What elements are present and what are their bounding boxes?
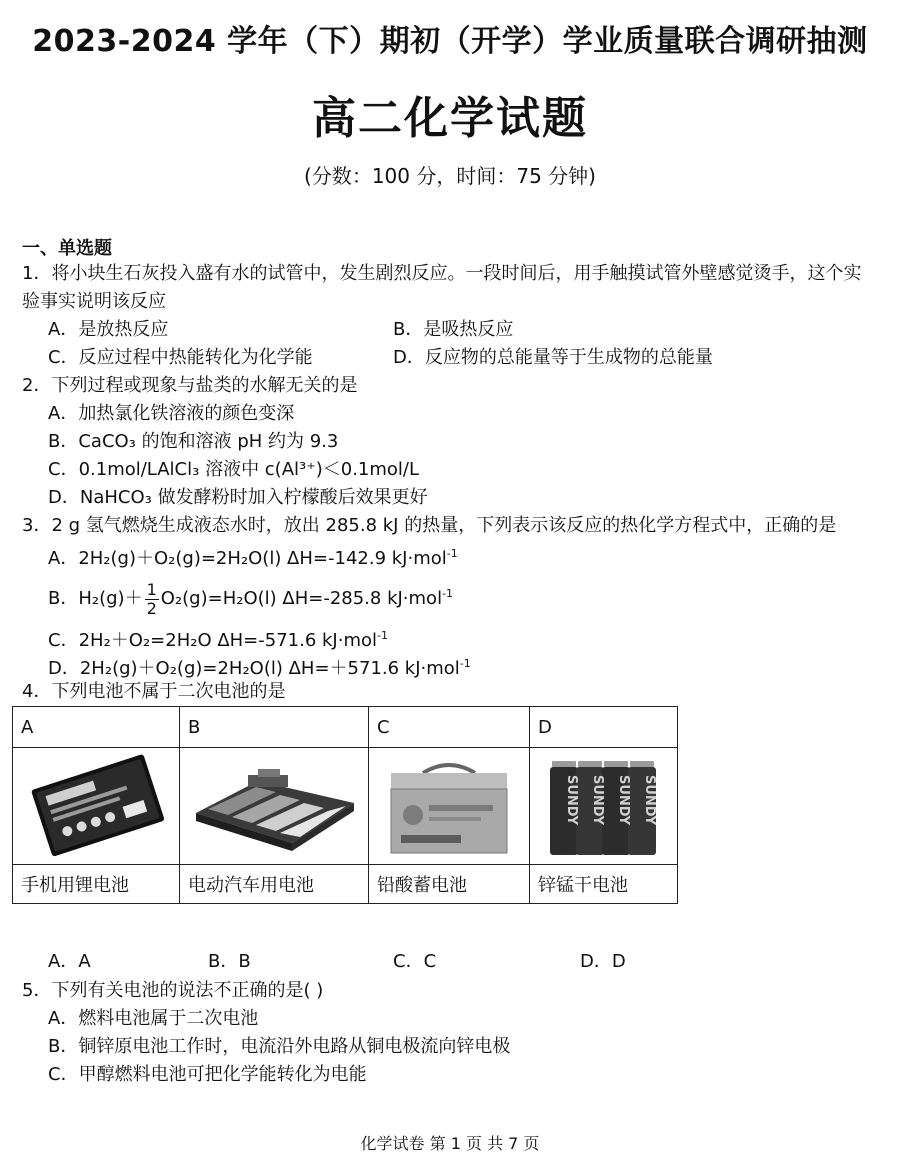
q3-option-a-exp: -1 xyxy=(446,547,458,560)
q5-option-a: A．燃料电池属于二次电池 xyxy=(48,1008,259,1029)
table-header-row xyxy=(13,707,678,748)
header-cell-c: C xyxy=(369,707,530,748)
image-cell-c xyxy=(369,748,530,865)
q1-option-a: A．是放热反应 xyxy=(48,319,169,340)
header-cell-b: B xyxy=(180,707,369,748)
q2-option-d: D．NaHCO₃ 做发酵粉时加入柠檬酸后效果更好 xyxy=(48,487,428,508)
image-cell-d xyxy=(530,748,678,865)
q1-option-b: B．是吸热反应 xyxy=(393,319,514,340)
phone-lithium-battery-image xyxy=(21,751,171,861)
caption-cell-b: 电动汽车用电池 xyxy=(180,865,369,904)
q3-option-c-text: C．2H₂＋O₂=2H₂O ΔH=-571.6 kJ·mol xyxy=(48,630,378,651)
q3-option-b-post: O₂(g)=H₂O(l) ΔH=-285.8 kJ·mol xyxy=(160,588,443,609)
q2-option-a: A．加热氯化铁溶液的颜色变深 xyxy=(48,403,295,424)
header-cell-a: A xyxy=(13,707,180,748)
battery-brand-label-2: SUNDY xyxy=(590,775,605,826)
q4-option-b: B．B xyxy=(208,951,251,972)
q4-stem: 4．下列电池不属于二次电池的是 xyxy=(22,681,286,702)
zinc-manganese-dry-battery-image xyxy=(538,751,669,861)
q2-stem: 2．下列过程或现象与盐类的水解无关的是 xyxy=(22,375,358,396)
q3-option-a-text: A．2H₂(g)＋O₂(g)=2H₂O(l) ΔH=-142.9 kJ·mol xyxy=(48,548,447,569)
q1-option-d: D．反应物的总能量等于生成物的总能量 xyxy=(393,347,713,368)
section-heading: 一、单选题 xyxy=(22,238,112,259)
lead-acid-battery-image xyxy=(377,751,521,861)
exam-info: (分数：100 分，时间：75 分钟) xyxy=(304,164,596,188)
image-cell-a xyxy=(13,748,180,865)
caption-cell-d: 锌锰干电池 xyxy=(530,865,678,904)
q5-option-c: C．甲醇燃料电池可把化学能转化为电能 xyxy=(48,1064,367,1085)
q2-option-b: B．CaCO₃ 的饱和溶液 pH 约为 9.3 xyxy=(48,431,339,452)
caption-cell-c: 铅酸蓄电池 xyxy=(369,865,530,904)
q3-option-b xyxy=(48,572,453,621)
q1-stem-line1: 1．将小块生石灰投入盛有水的试管中，发生剧烈反应。一段时间后，用手触摸试管外壁感觉烫手，这个实 xyxy=(22,263,862,284)
battery-brand-label-4: SUNDY xyxy=(642,775,657,826)
q4-option-d: D．D xyxy=(580,951,626,972)
battery-brand-label-3: SUNDY xyxy=(616,775,631,826)
q5-stem: 5．下列有关电池的说法不正确的是( ) xyxy=(22,980,324,1001)
battery-table xyxy=(12,706,678,904)
q3-option-b-pre: B．H₂(g)＋ xyxy=(48,588,143,609)
q3-stem: 3．2 g 氢气燃烧生成液态水时，放出 285.8 kJ 的热量，下列表示该反应的热化学方程式中，正确的是 xyxy=(22,515,837,536)
page-footer: 化学试卷 第 1 页 共 7 页 xyxy=(360,1134,540,1153)
table-image-row xyxy=(13,748,678,865)
table-caption-row xyxy=(13,865,678,904)
exam-title: 高二化学试题 xyxy=(312,93,588,144)
q3-option-d-exp: -1 xyxy=(459,657,471,670)
fraction-numerator: 1 xyxy=(146,579,157,599)
exam-header: 2023-2024 学年（下）期初（开学）学业质量联合调研抽测 xyxy=(32,24,868,59)
header-cell-d: D xyxy=(530,707,678,748)
q3-option-a xyxy=(48,540,458,573)
q3-option-b-exp: -1 xyxy=(442,587,454,600)
q4-option-c: C．C xyxy=(393,951,437,972)
q1-option-c: C．反应过程中热能转化为化学能 xyxy=(48,347,313,368)
ev-battery-pack-image xyxy=(188,751,360,861)
q3-option-c-exp: -1 xyxy=(377,629,388,642)
q3-option-b-fraction xyxy=(145,581,159,618)
q3-option-d-text: D．2H₂(g)＋O₂(g)=2H₂O(l) ΔH=＋571.6 kJ·mol xyxy=(48,658,460,679)
q5-option-b: B．铜锌原电池工作时，电流沿外电路从铜电极流向锌电极 xyxy=(48,1036,511,1057)
battery-brand-label-1: SUNDY xyxy=(564,775,579,826)
image-cell-b xyxy=(180,748,369,865)
q2-option-c: C．0.1mol/LAlCl₃ 溶液中 c(Al³⁺)＜0.1mol/L xyxy=(48,459,420,480)
q1-stem-line2: 验事实说明该反应 xyxy=(22,291,166,312)
q4-option-a: A．A xyxy=(48,951,91,972)
caption-cell-a: 手机用锂电池 xyxy=(13,865,180,904)
fraction-denominator: 2 xyxy=(146,598,157,618)
